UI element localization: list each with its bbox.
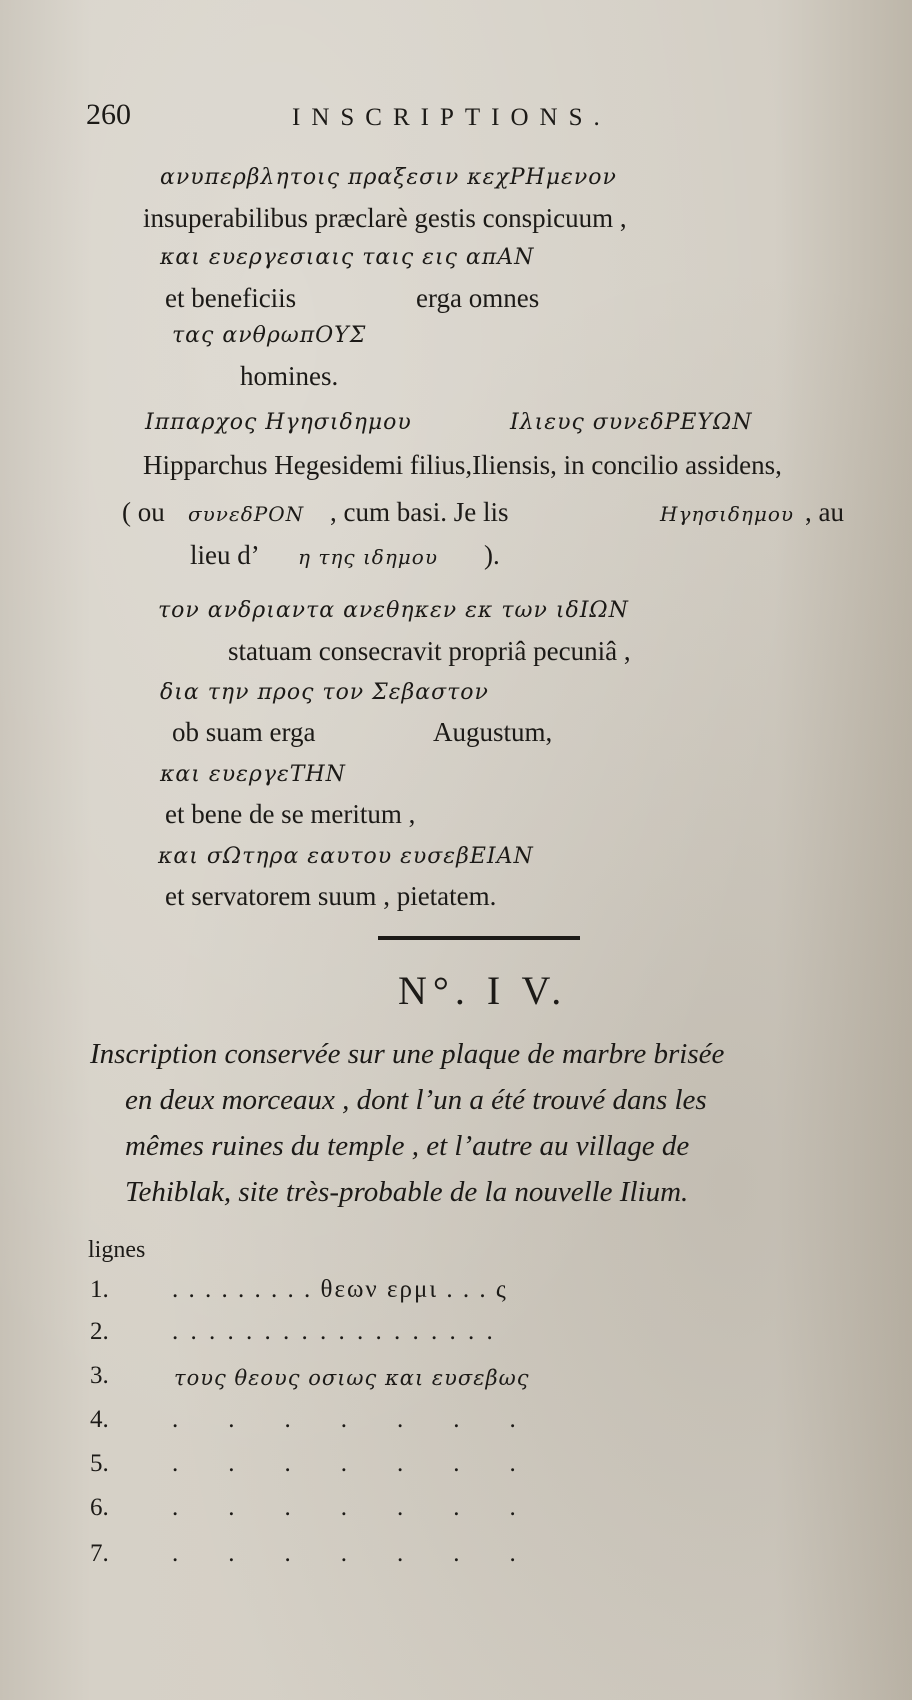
note-greek-2: Ηγησιδημου xyxy=(660,502,795,526)
description-line-2: en deux morceaux , dont l’un a été trouvé dans les xyxy=(125,1084,707,1116)
line-number: 1. xyxy=(90,1276,109,1303)
latin-line-4: Hipparchus Hegesidemi filius,Iliensis, in concilio assidens, xyxy=(143,450,782,480)
running-title: INSCRIPTIONS. xyxy=(292,104,611,131)
inscription-line: . . . . . . . xyxy=(172,1406,516,1433)
greek-line-4a: Ιππαρχος Ηγησιδημου xyxy=(145,410,412,435)
inscription-line: . . . . . . . . . θεων ερμι . . . ς xyxy=(172,1276,508,1303)
note-line-2b: ). xyxy=(484,540,500,570)
latin-line-2b: erga omnes xyxy=(416,283,540,313)
note-text: , cum basi. Je lis xyxy=(330,497,509,527)
note-line-2-greek: η της ιδημου xyxy=(298,545,439,569)
section-divider xyxy=(378,936,580,940)
greek-line-4b: Ιλιευς συνεδΡΕΥΩΝ xyxy=(510,410,753,435)
description-line-4: Tehiblak, site très-probable de la nouvelle Ilium. xyxy=(125,1176,689,1208)
latin-line-2a: et beneficiis xyxy=(165,283,297,313)
latin-line-7: statuam consecravit propriâ pecuniâ , xyxy=(228,636,631,666)
greek-line-10: και σΩτηρα εαυτου ευσεβΕΙΑΝ xyxy=(158,844,534,869)
greek-line-7: τον ανδριαντα ανεθηκεν εκ των ιδΙΩΝ xyxy=(158,598,629,623)
line-number: 6. xyxy=(90,1494,109,1521)
latin-line-8a: ob suam erga xyxy=(172,717,316,747)
greek-line-3: τας ανθρωπΟΥΣ xyxy=(172,323,367,348)
note-line-2a: lieu d’ xyxy=(190,540,260,570)
line-number: 5. xyxy=(90,1450,109,1477)
latin-line-1: insuperabilibus præclarè gestis conspicuum , xyxy=(143,203,627,233)
greek-line-9: και ευεργεΤΗΝ xyxy=(160,762,346,787)
inscription-line: . . . . . . . xyxy=(172,1540,516,1567)
greek-line-1: ανυπερβλητοις πραξεσιν κεχΡΗμενον xyxy=(160,165,617,190)
greek-line-8: δια την προς τον Σεβαστον xyxy=(160,680,489,705)
line-number: 2. xyxy=(90,1318,109,1345)
line-number: 3. xyxy=(90,1362,109,1389)
description-line-3: mêmes ruines du temple , et l’autre au village de xyxy=(125,1130,690,1162)
line-number: 7. xyxy=(90,1540,109,1567)
line-number: 4. xyxy=(90,1406,109,1433)
inscription-line: τους θεους οσιως και ευσεβως xyxy=(174,1366,530,1390)
note-text-end: , au xyxy=(805,497,844,527)
inscription-line: . . . . . . . xyxy=(172,1494,516,1521)
note-greek-1: συνεδΡΟΝ xyxy=(188,502,305,526)
section-heading: N°. I V. xyxy=(398,968,568,1013)
inscription-line: . . . . . . . xyxy=(172,1450,516,1477)
greek-line-2: και ευεργεσιαις ταις εις απΑΝ xyxy=(160,245,535,270)
latin-line-9: et bene de se meritum , xyxy=(165,799,416,829)
lines-label: lignes xyxy=(88,1237,146,1263)
description-line-1: Inscription conservée sur une plaque de marbre brisée xyxy=(90,1038,725,1070)
latin-line-3: homines. xyxy=(240,361,339,391)
page-number: 260 xyxy=(86,98,131,131)
note-open: ( ou xyxy=(122,497,165,527)
latin-line-10: et servatorem suum , pietatem. xyxy=(165,881,497,911)
inscription-line: . . . . . . . . . . . . . . . . . . xyxy=(172,1318,496,1345)
latin-line-8b: Augustum, xyxy=(433,717,553,747)
